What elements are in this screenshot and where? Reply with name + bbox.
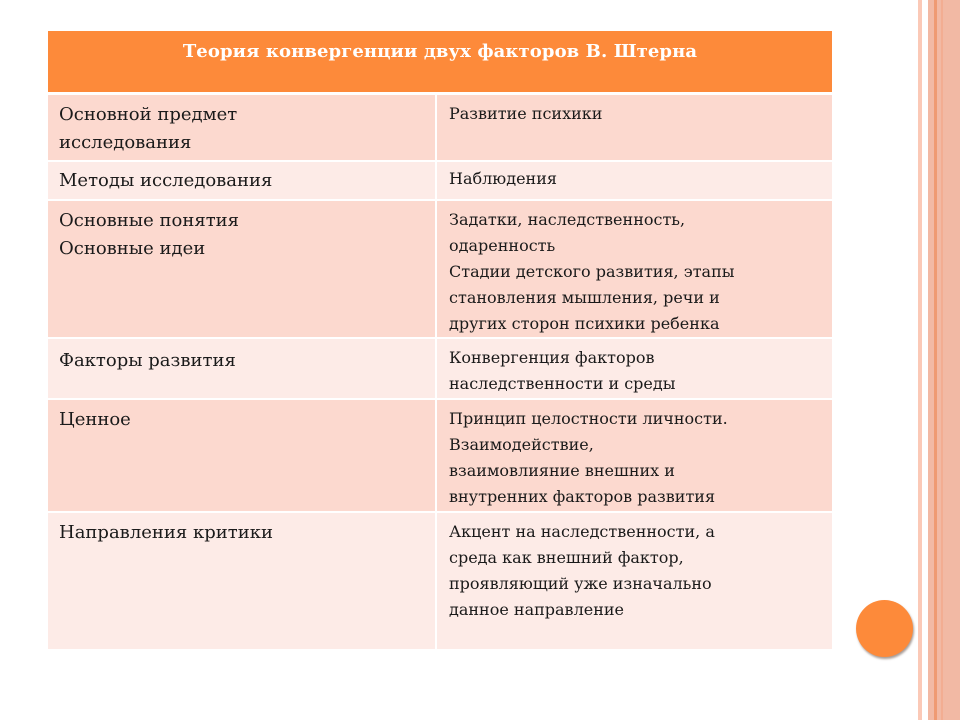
- decorative-stripe: [918, 0, 922, 720]
- table-row: [48, 162, 832, 201]
- decorative-stripe: [941, 0, 943, 720]
- table-title: Теория конвергенции двух факторов В. Штерна: [48, 31, 832, 95]
- decorative-stripe: [928, 0, 960, 720]
- table-row: [48, 400, 832, 513]
- row-value: Наблюдения: [449, 169, 557, 188]
- decorative-circle-icon: [856, 600, 913, 657]
- row-label: Основные понятия Основные идеи: [48, 201, 437, 337]
- table-row: [48, 339, 832, 400]
- row-label: Методы исследования: [48, 162, 437, 199]
- table-row: [48, 95, 832, 162]
- row-value: Акцент на наследственности, а среда как внешний фактор, проявляющий уже изначально данное направление: [449, 522, 715, 619]
- table-row: [48, 513, 832, 649]
- row-value: Принцип целостности личности. Взаимодействие, взаимовлияние внешних и внутренних факторов развития: [449, 409, 728, 506]
- row-label: Факторы развития: [48, 339, 437, 398]
- row-value: Конвергенция факторов наследственности и среды: [449, 348, 676, 393]
- row-value: Задатки, наследственность, одаренность Стадии детского развития, этапы становления мышления, речи и других сторон психики ребенка: [449, 210, 735, 333]
- decorative-stripe: [934, 0, 937, 720]
- row-label: Основной предмет исследования: [48, 95, 437, 160]
- row-label: Ценное: [48, 400, 437, 511]
- row-label: Направления критики: [48, 513, 437, 649]
- comparison-table: [48, 31, 832, 649]
- row-value: Развитие психики: [449, 104, 603, 123]
- table-row: [48, 201, 832, 339]
